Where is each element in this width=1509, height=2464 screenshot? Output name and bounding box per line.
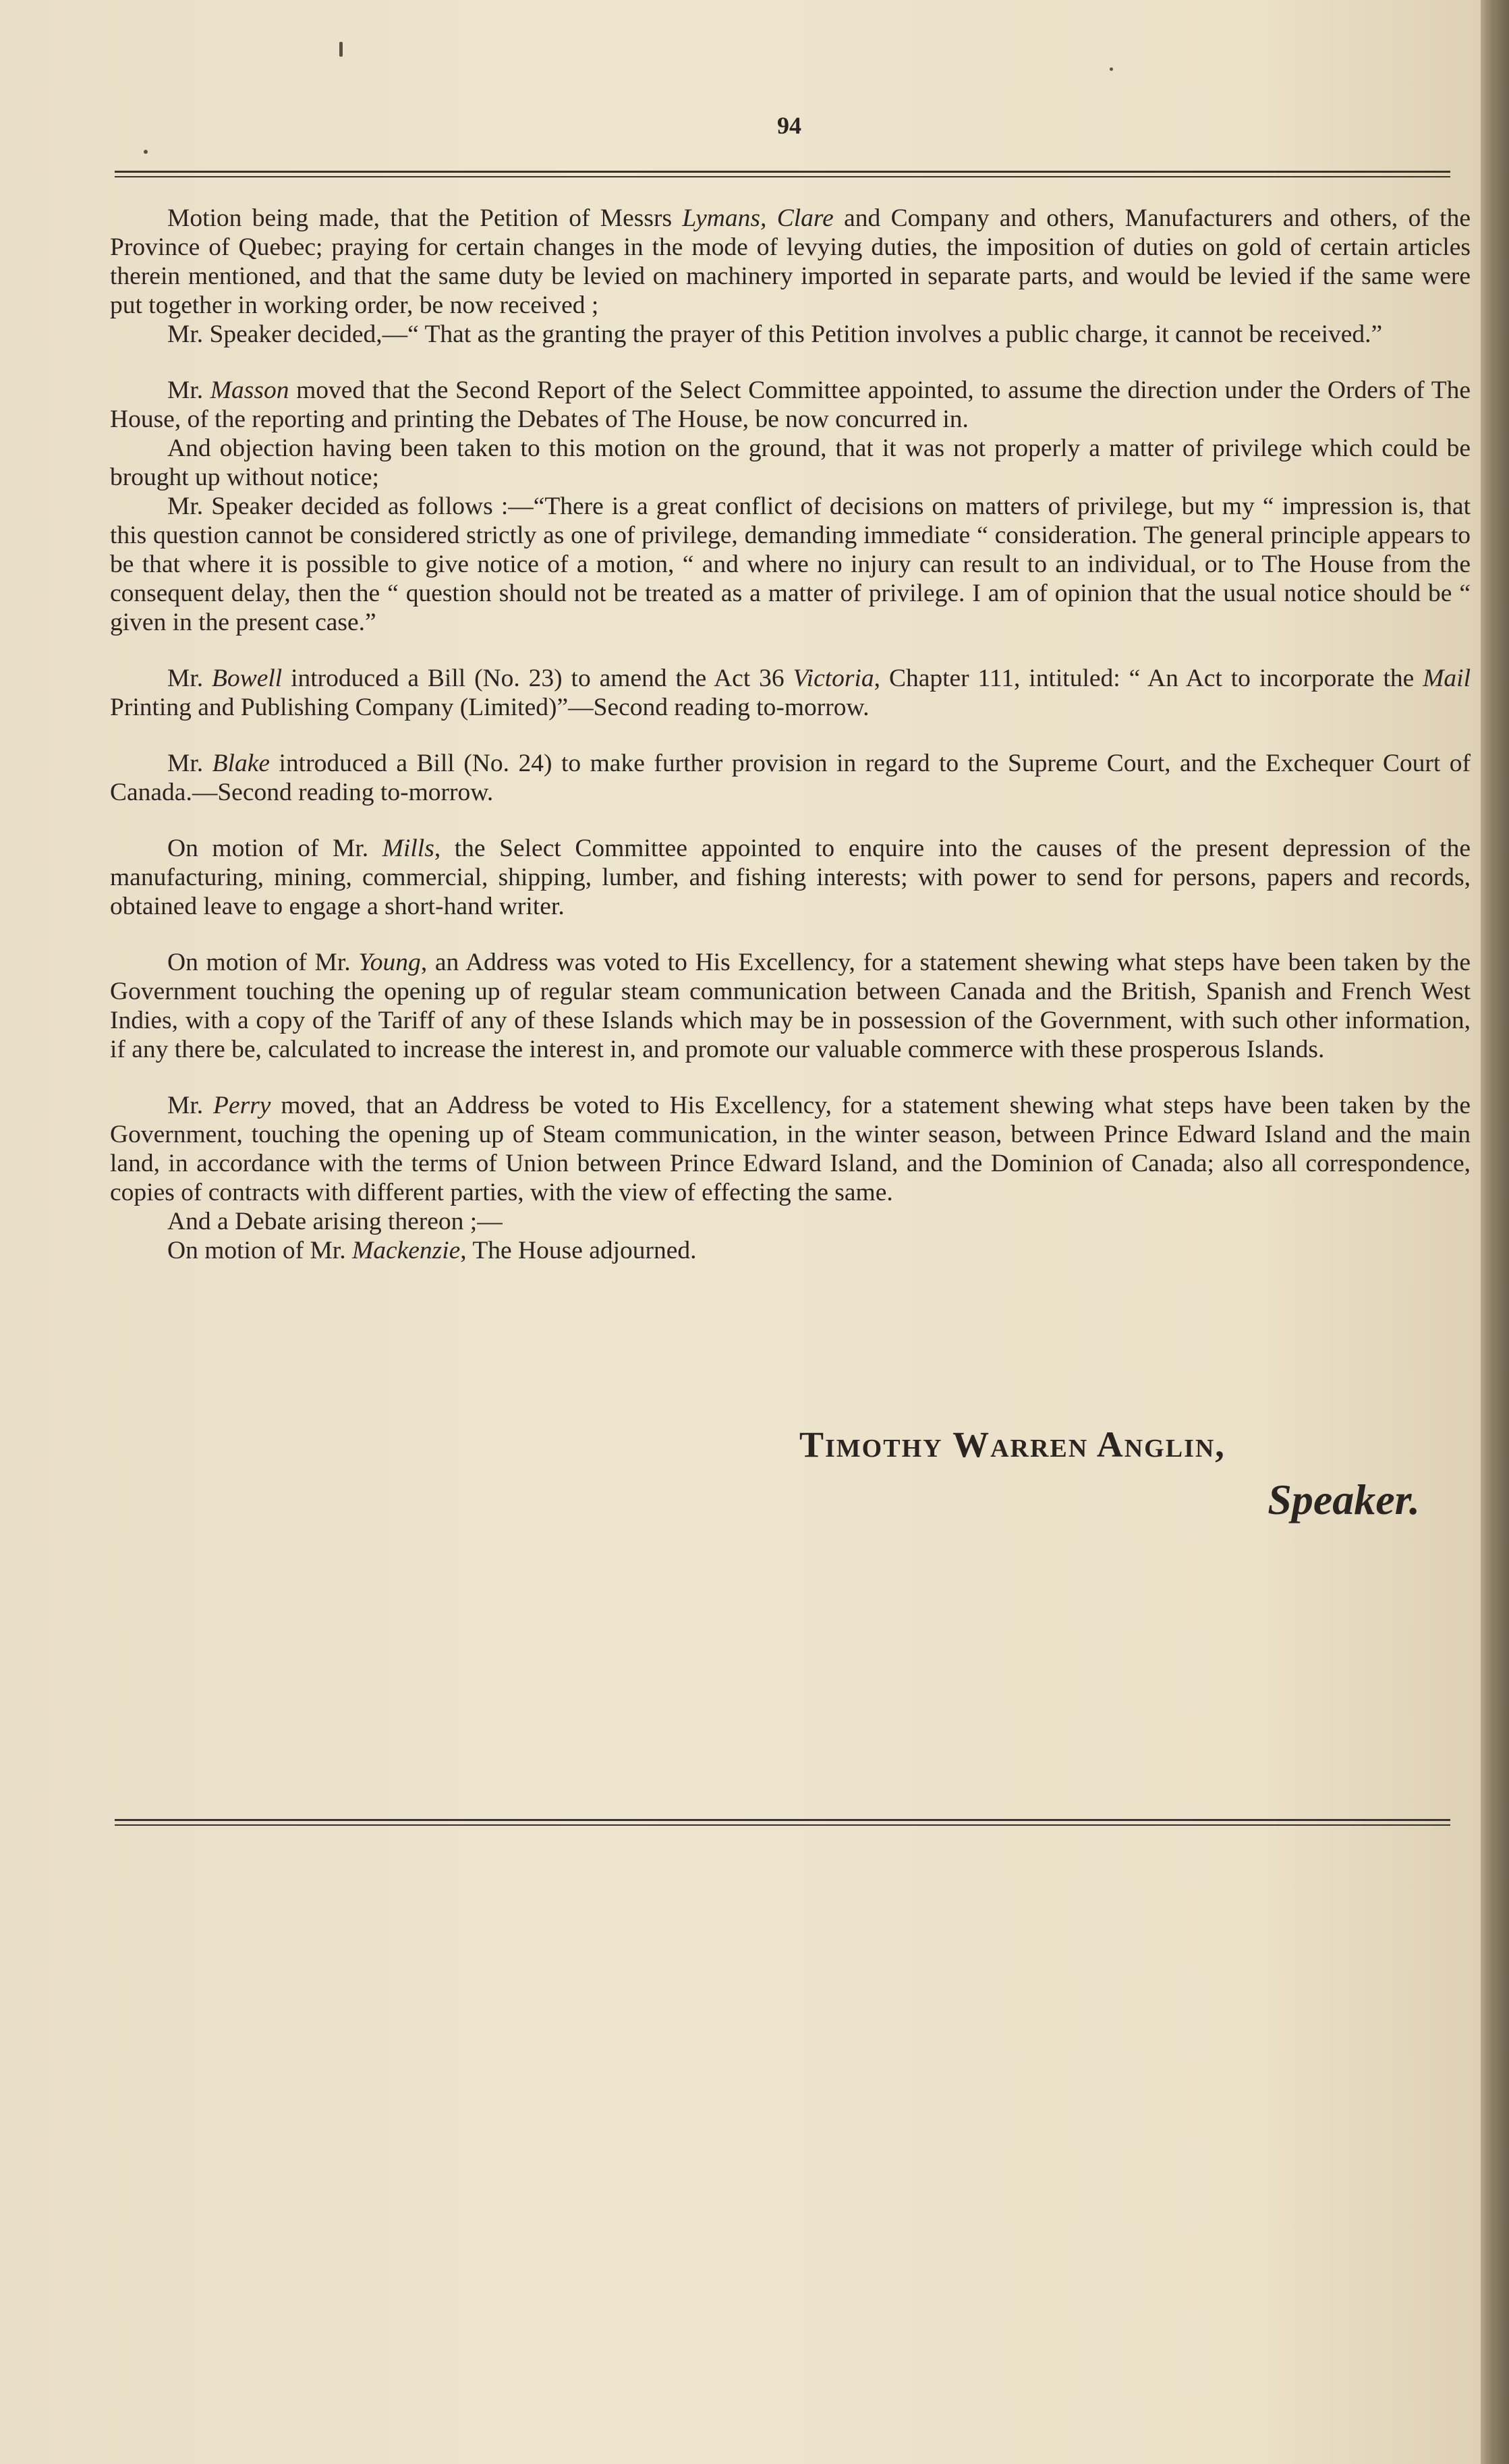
italic-name: Mail bbox=[1423, 665, 1471, 692]
paragraph-text: , the Select Committee appointed to enquire into the causes of the present depression of the manufacturing, mining, commercial, shipping, lumber, and fishing interests; with power to send for persons, papers and records, obtained leave to engage a short-hand writer. bbox=[110, 835, 1471, 920]
journal-entry bbox=[110, 749, 1471, 807]
paragraph-text: introduced a Bill (No. 23) to amend the Act 36 bbox=[282, 665, 793, 692]
paragraph-text: On motion of Mr. bbox=[167, 949, 359, 976]
paragraph-text: Mr. Speaker decided as follows :—“There is a great conflict of decisions on matters of privilege, but my “ impression is, that this question cannot be considered strictly as one of privilege, demanding immediate “ consideration. The general principle appears to be that where it is possible to give notice of a motion, “ and where no injury can result to an individual, or to The House from the consequent delay, then the “ question should not be treated as a matter of privilege. I am of opinion that the usual notice should be “ given in the present case.” bbox=[110, 493, 1471, 636]
journal-entry bbox=[110, 948, 1471, 1064]
entry-paragraph bbox=[110, 320, 1471, 349]
paragraph-text: Mr. bbox=[167, 1092, 214, 1119]
paragraph-text: On motion of Mr. bbox=[167, 835, 382, 862]
header-rule bbox=[115, 171, 1450, 177]
entry-paragraph bbox=[110, 1236, 1471, 1265]
paragraph-text: moved that the Second Report of the Select Committee appointed, to assume the direction under the Orders of The House, of the reporting and printing the Debates of The House, be now concurred in. bbox=[110, 376, 1471, 433]
paragraph-text: , Chapter 111, intituled: “ An Act to incorporate the bbox=[874, 665, 1423, 692]
entry-paragraph bbox=[110, 948, 1471, 1064]
print-speck bbox=[144, 150, 148, 154]
paragraph-text: Mr. bbox=[167, 376, 210, 404]
journal-entry bbox=[110, 204, 1471, 349]
entry-paragraph bbox=[110, 204, 1471, 320]
italic-name: Perry bbox=[213, 1092, 271, 1119]
speaker-title: Speaker. bbox=[1268, 1476, 1420, 1523]
journal-entry bbox=[110, 664, 1471, 722]
italic-name: Mackenzie bbox=[351, 1237, 461, 1264]
entry-paragraph bbox=[110, 749, 1471, 807]
journal-entry bbox=[110, 1091, 1471, 1265]
italic-name: Mills bbox=[382, 835, 434, 862]
paragraph-text: introduced a Bill (No. 24) to make further provision in regard to the Supreme Court, and the Exchequer Court of Canada.—Second reading to-morrow. bbox=[110, 750, 1471, 806]
paragraph-text: , The House adjourned. bbox=[460, 1237, 697, 1264]
paragraph-text: Mr. bbox=[167, 750, 212, 777]
entry-paragraph bbox=[110, 1091, 1471, 1207]
print-speck bbox=[1110, 67, 1113, 71]
paragraph-text: , an Address was voted to His Excellency, for a statement shewing what steps have been taken by the Government touching the opening up of regular steam communication between Canada and the British, Spanish and French West Indies, with a copy of the Tariff of any of these Islands which may be in possession of the Government, with such other information, if any there be, calculated to increase the interest in, and promote our valuable commerce with these prosperous Islands. bbox=[110, 949, 1471, 1063]
paragraph-text: Mr. Speaker decided,—“ That as the granting the prayer of this Petition involves a public charge, it cannot be received.” bbox=[167, 320, 1383, 348]
italic-name: Bowell bbox=[212, 665, 283, 692]
entry-paragraph bbox=[110, 376, 1471, 434]
journal-entry bbox=[110, 376, 1471, 637]
entry-paragraph bbox=[110, 434, 1471, 492]
paragraph-text: Printing and Publishing Company (Limited)”—Second reading to-morrow. bbox=[110, 694, 870, 721]
italic-name: Victoria bbox=[793, 665, 874, 692]
paragraph-text: Motion being made, that the Petition of Messrs bbox=[167, 204, 683, 232]
entry-paragraph bbox=[110, 492, 1471, 637]
paragraph-text: And a Debate arising thereon ;— bbox=[167, 1208, 503, 1235]
paragraph-text: moved, that an Address be voted to His Excellency, for a statement shewing what steps have been taken by the Government, touching the opening up of Steam communication, in the winter season, between Prince Edward Island and the main land, in accordance with the terms of Union between Prince Edward Island, and the Dominion of Canada; also all correspondence, copies of contracts with different parties, with the view of effecting the same. bbox=[110, 1092, 1471, 1206]
book-spine-shadow bbox=[1481, 0, 1509, 2464]
paragraph-text: On motion of Mr. bbox=[167, 1237, 352, 1264]
footer-rule bbox=[115, 1819, 1450, 1826]
entry-paragraph bbox=[110, 834, 1471, 921]
entry-paragraph bbox=[110, 664, 1471, 722]
signature-block bbox=[799, 1424, 1474, 1525]
page-number: 94 bbox=[777, 112, 801, 139]
italic-name: Masson bbox=[210, 376, 289, 404]
paragraph-text: And objection having been taken to this motion on the ground, that it was not properly a matter of privilege which could be brought up without notice; bbox=[110, 435, 1471, 491]
entry-paragraph bbox=[110, 1207, 1471, 1236]
italic-name: Lymans, Clare bbox=[682, 204, 834, 232]
journal-entry bbox=[110, 834, 1471, 921]
paragraph-text: Mr. bbox=[167, 665, 212, 692]
speaker-name: Timothy Warren Anglin, bbox=[799, 1424, 1226, 1465]
paragraph-text: and Company and others, Manufacturers and others, of the Province of Quebec; praying for certain changes in the mode of levying duties, the imposition of duties on gold of certain articles therein mentioned, and that the same duty be levied on machinery imported in separate parts, and would be levied if the same were put together in working order, be now received ; bbox=[110, 204, 1471, 319]
italic-name: Young bbox=[358, 949, 421, 976]
italic-name: Blake bbox=[212, 750, 271, 777]
journal-body bbox=[110, 204, 1471, 1292]
print-speck bbox=[339, 42, 343, 57]
